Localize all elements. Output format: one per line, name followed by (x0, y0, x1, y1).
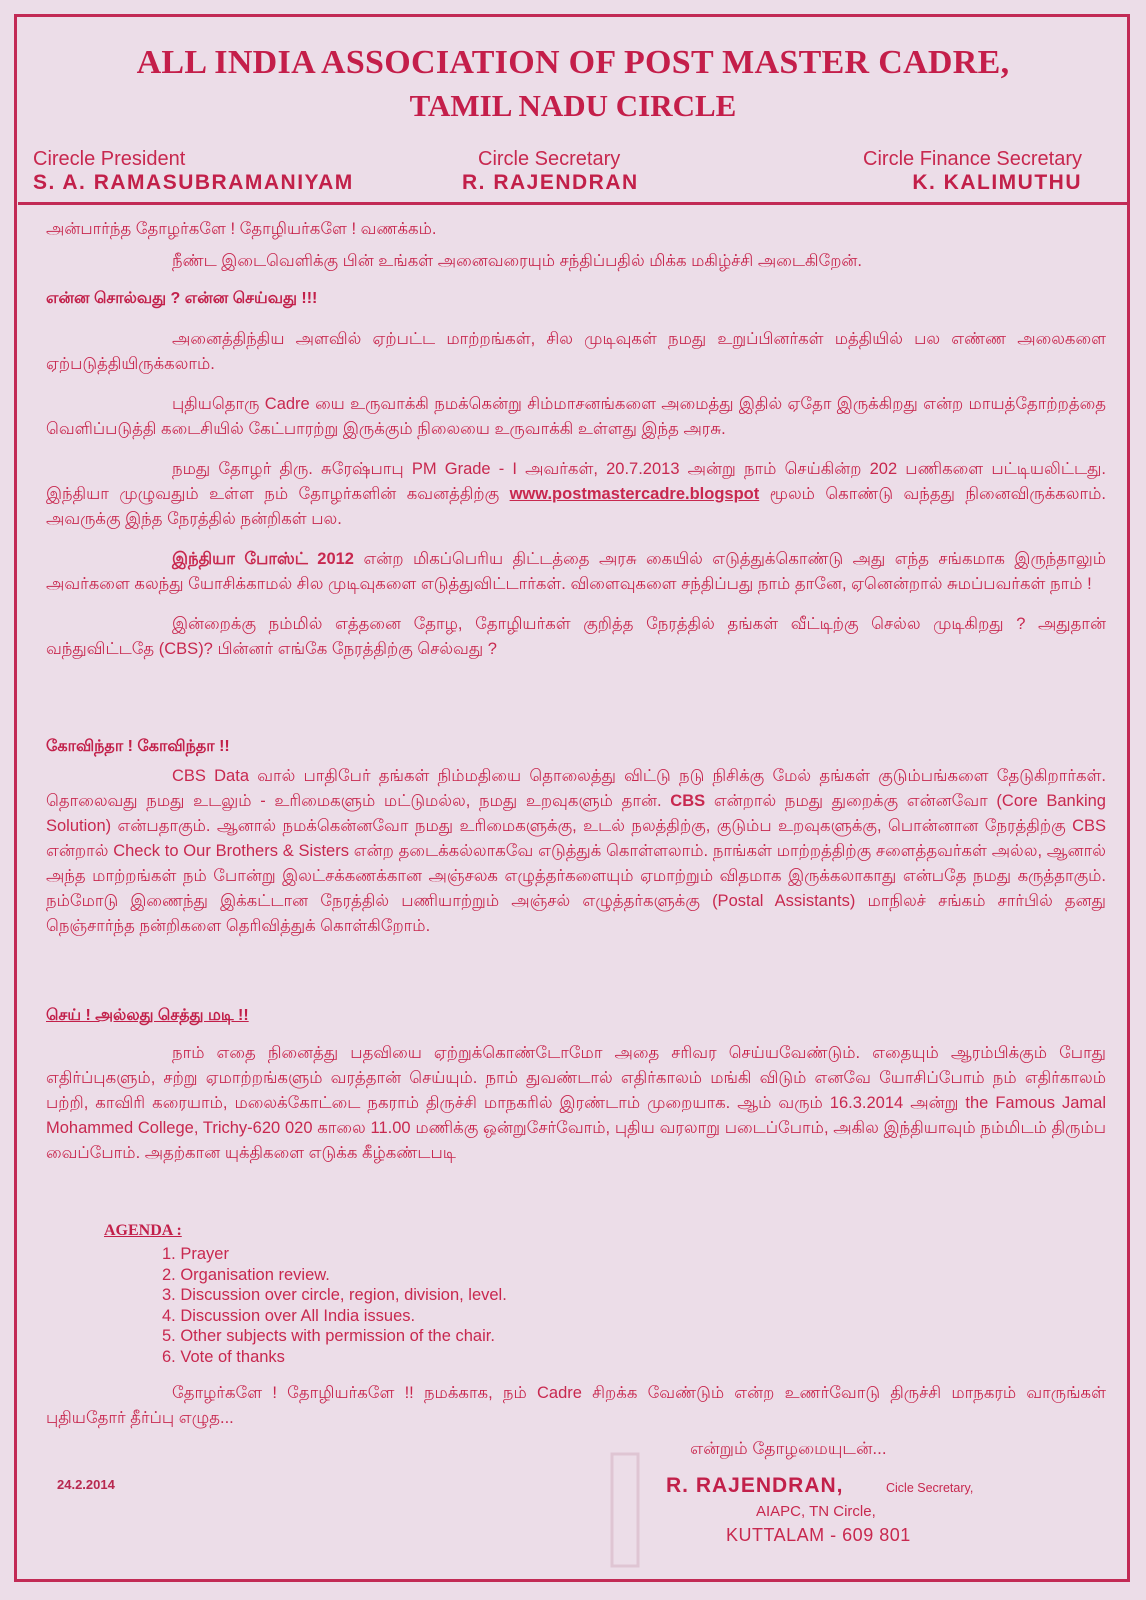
paragraph-3: புதியதொரு Cadre யை உருவாக்கி நமக்கென்று சிம்மாசனங்களை அமைத்து இதில் ஏதோ இருக்கிறது என்ற மாயத்தோற்றத்தை வெளிப்படுத்தி கடைசியில் கேட்பாரற்று இருக்கும் நிலையை உருவாக்கி உள்ளது இந்த அரசு. (46, 395, 1106, 438)
finance-secretary-role: Circle Finance Secretary (863, 148, 1082, 170)
paragraph-4: நமது தோழர் திரு. சுரேஷ்பாபு PM Grade - I அவர்கள், 20.7.2013 அன்று நாம் செய்கின்ற 202 பணிகளை பட்டியலிட்டது. இந்தியா முழுவதும் உள்ள நம் தோழர்களின் கவனத்திற்கு www.postmastercadre.blogspot மூலம் கொண்டு வந்தது நினைவிருக்கலாம். அவருக்கு இந்த நேரத்தில் நன்றிகள் பல. (46, 460, 1106, 528)
paragraph-8: நாம் எதை நினைத்து பதவியை ஏற்றுக்கொண்டோமோ அதை சரிவர செய்யவேண்டும். எதையும் ஆரம்பிக்கும் போது எதிர்ப்புகளும், சற்று ஏமாற்றங்களும் வரத்தான் செய்யும். நாம் துவண்டால் எதிர்காலம் மங்கி விடும் எனவே யோசிப்போம் நம் எதிர்காலம் பற்றி, காவிரி கரையாம், மலைக்கோட்டை நகராம் திருச்சி மாநகரில் இரண்டாம் முறையாக. ஆம் வரும் 16.3.2014 அன்று the Famous Jamal Mohammed College, Trichy-620 020 காலை 11.00 மணிக்கு ஒன்றுசேர்வோம், புதிய வரலாறு படைப்போம், அகில இந்தியாவும் நம்மிடம் திரும்ப வைப்போம். அதற்கான யுக்திகளை எடுக்க கீழ்கண்டபடி (46, 1044, 1106, 1162)
heading-1: என்ன சொல்வது ? என்ன செய்வது !!! (46, 290, 318, 307)
president-name: S. A. RAMASUBRAMANIYAM (33, 171, 354, 194)
agenda-item: 1. Prayer (162, 1245, 229, 1263)
letter-body-1 (46, 327, 1106, 662)
signatory-address: KUTTALAM - 609 801 (726, 1525, 911, 1545)
agenda-title: AGENDA : (104, 1222, 182, 1239)
letter-body-3 (46, 1041, 1106, 1166)
greeting: அன்பார்ந்த தோழர்களே ! தோழியர்களே ! வணக்கம். நீண்ட இடைவெளிக்கு பின் உங்கள் அனைவரையும் சந்திப்பதில் மிக்க மகிழ்ச்சி அடைகிறேன். (46, 217, 1106, 274)
paragraph-1: நீண்ட இடைவெளிக்கு பின் உங்கள் அனைவரையும் சந்திப்பதில் மிக்க மகிழ்ச்சி அடைகிறேன். (172, 252, 863, 270)
signatory-title: Cicle Secretary, (886, 1481, 974, 1495)
paragraph-2: அனைத்திந்திய அளவில் ஏற்பட்ட மாற்றங்கள், சில முடிவுகள் நமது உறுப்பினர்கள் மத்தியில் பல எண்ண அலைகளை ஏற்படுத்தியிருக்கலாம். (46, 330, 1106, 373)
letter-body-2 (46, 764, 1106, 939)
secretary-name: R. RAJENDRAN (462, 171, 639, 194)
association-title: ALL INDIA ASSOCIATION OF POST MASTER CADRE, (136, 44, 1010, 81)
signatory-name: R. RAJENDRAN, (666, 1474, 844, 1497)
secretary-role: Circle Secretary (478, 148, 621, 170)
agenda-item: 4. Discussion over All India issues. (162, 1306, 416, 1325)
paragraph-5: இந்தியா போஸ்ட் 2012 என்ற மிகப்பெரிய திட்டத்தை அரசு கையில் எடுத்துக்கொண்டு அது எந்த சங்கமாக இருந்தாலும் அவர்களை கலந்து யோசிக்காமல் சில முடிவுகளை எடுத்துவிட்டார்கள். விளைவுகளை சந்திப்பது நாம் தானே, ஏனென்றால் சுமப்பவர்கள் நாம் ! (46, 550, 1106, 593)
heading-2: கோவிந்தா ! கோவிந்தா !! (46, 738, 230, 755)
header-rule (18, 202, 1128, 205)
agenda-item: 2. Organisation review. (162, 1265, 330, 1284)
blog-link[interactable]: www.postmastercadre.blogspot (509, 485, 760, 503)
valediction: என்றும் தோழமையுடன்... (690, 1439, 887, 1458)
agenda-list (162, 1244, 507, 1367)
closing-paragraph: தோழர்களே ! தோழியர்களே !! நமக்காக, நம் Cadre சிறக்க வேண்டும் என்ற உணர்வோடு திருச்சி மாநகரம் வாருங்கள் புதியதோர் தீர்ப்பு எழுத... (46, 1384, 1106, 1427)
circle-title: TAMIL NADU CIRCLE (409, 88, 737, 123)
faint-stamp-mark (608, 1450, 642, 1570)
signatory-org: AIAPC, TN Circle, (756, 1503, 876, 1520)
agenda-item: 3. Discussion over circle, region, division, level. (162, 1286, 507, 1304)
paragraph-7: CBS Data வால் பாதிபேர் தங்கள் நிம்மதியை தொலைத்து விட்டு நடு நிசிக்கு மேல் தங்கள் குடும்பங்களை தேடுகிறார்கள். தொலைவது நமது உடலும் - உரிமைகளும் மட்டுமல்ல, நமது உறவுகளும் தான். CBS என்றால் நமது துறைக்கு என்னவோ (Core Banking Solution) என்பதாகும். ஆனால் நமக்கென்னவோ நமது உரிமைகளுக்கு, உடல் நலத்திற்கு, குடும்ப உறவுகளுக்கு, பொன்னான நேரத்திற்கு CBS என்றால் Check to Our Brothers & Sisters என்ற தடைக்கல்லாகவே எடுத்துக் கொள்ளலாம். நாங்கள் மாற்றத்திற்கு சளைத்தவர்கள் அல்ல, ஆனால் அந்த மாற்றங்கள் நம் போன்று இலட்சக்கணக்கான அஞ்சலக எழுத்தர்களையும் ஏமாற்றும் விதமாக இருக்கலாகாது என்பதே நமது கருத்தாகும். நம்மோடு இணைந்து இக்கட்டான நேரத்தில் பணியாற்றும் அஞ்சல் எழுத்தர்களுக்கு (Postal Assistants) மாநிலச் சங்கம் சார்பில் தனது நெஞ்சார்ந்த நன்றிகளை தெரிவித்துக் கொள்கிறோம். (46, 767, 1106, 935)
finance-secretary-name: K. KALIMUTHU (912, 171, 1082, 194)
agenda-item: 6. Vote of thanks (162, 1347, 285, 1366)
heading-3: செய் ! அல்லது செத்து மடி !! (46, 1007, 249, 1024)
letter-date: 24.2.2014 (57, 1477, 115, 1492)
president-role: Cirecle President (33, 148, 186, 170)
agenda-item: 5. Other subjects with permission of the chair. (162, 1327, 495, 1345)
paragraph-6: இன்றைக்கு நம்மில் எத்தனை தோழ, தோழியர்கள் குறித்த நேரத்தில் தங்கள் வீட்டிற்கு செல்ல முடிகிறது ? அதுதான் வந்துவிட்டதே (CBS)? பின்னர் எங்கே நேரத்திற்கு செல்வது ? (46, 615, 1106, 658)
